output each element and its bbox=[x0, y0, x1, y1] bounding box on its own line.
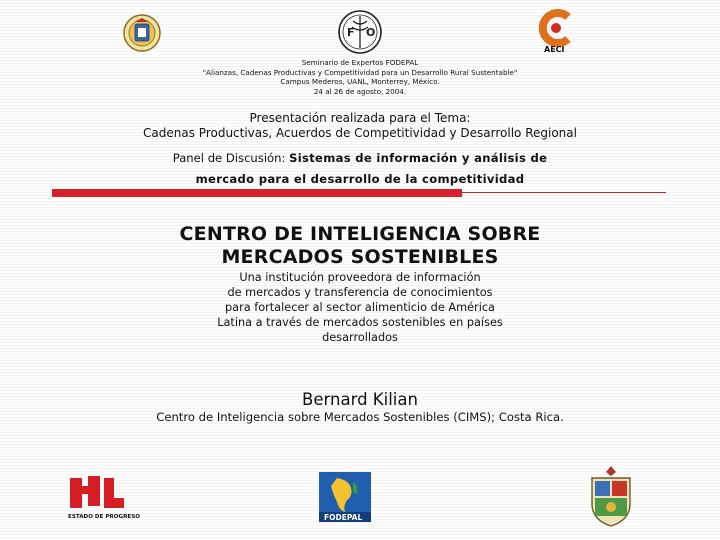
svg-text:ESTADO DE PROGRESO: ESTADO DE PROGRESO bbox=[68, 514, 140, 520]
discussion-panel bbox=[150, 148, 570, 190]
aeci-logo bbox=[535, 8, 577, 54]
red-divider-rule bbox=[462, 192, 666, 193]
seminar-line: 24 al 26 de agosto, 2004. bbox=[313, 86, 407, 96]
seminar-line: Seminario de Expertos FODEPAL bbox=[301, 58, 419, 67]
description-line: desarrollados bbox=[322, 331, 398, 344]
svg-text:O: O bbox=[366, 26, 376, 39]
description bbox=[190, 270, 530, 345]
title-line1: CENTRO DE INTELIGENCIA SOBRE bbox=[179, 223, 541, 245]
seminar-line: "Alianzas, Cadenas Productivas y Competitividad para un Desarrollo Rural Sustentable" bbox=[202, 67, 518, 77]
description-line: para fortalecer al sector alimenticio de América bbox=[225, 301, 495, 314]
shield-logo bbox=[586, 464, 636, 530]
coat-of-arms-logo bbox=[122, 12, 162, 54]
description-line: de mercados y transferencia de conocimientos bbox=[227, 286, 493, 299]
presentation-intro: Presentación realizada para el Tema: bbox=[249, 111, 471, 125]
page-title bbox=[0, 223, 720, 269]
svg-text:F: F bbox=[347, 26, 355, 39]
description-line: Una institución proveedora de información bbox=[239, 271, 481, 284]
panel-title-line1: Sistemas de información y análisis de bbox=[289, 151, 548, 165]
fao-logo bbox=[337, 9, 383, 55]
presentation-topic bbox=[0, 111, 720, 141]
presentation-topic-text: Cadenas Productivas, Acuerdos de Competitividad y Desarrollo Regional bbox=[143, 126, 577, 140]
panel-label: Panel de Discusión: bbox=[172, 151, 286, 165]
panel-title-line2: mercado para el desarrollo de la competitividad bbox=[195, 172, 525, 186]
svg-text:FODEPAL: FODEPAL bbox=[324, 513, 363, 522]
red-divider-bar bbox=[52, 189, 462, 197]
speaker-affiliation: Centro de Inteligencia sobre Mercados Sostenibles (CIMS); Costa Rica. bbox=[156, 410, 564, 424]
nuevo-leon-logo bbox=[66, 472, 140, 520]
fodepal-logo bbox=[319, 472, 371, 522]
seminar-info bbox=[0, 58, 720, 96]
title-line2: MERCADOS SOSTENIBLES bbox=[221, 246, 499, 268]
seminar-line: Campus Mederos, UANL, Monterrey, México. bbox=[280, 77, 440, 87]
speaker-name: Bernard Kilian bbox=[302, 390, 418, 409]
svg-text:AECI: AECI bbox=[544, 45, 565, 54]
red-divider bbox=[52, 185, 666, 199]
description-line: Latina a través de mercados sostenibles en países bbox=[217, 316, 503, 329]
